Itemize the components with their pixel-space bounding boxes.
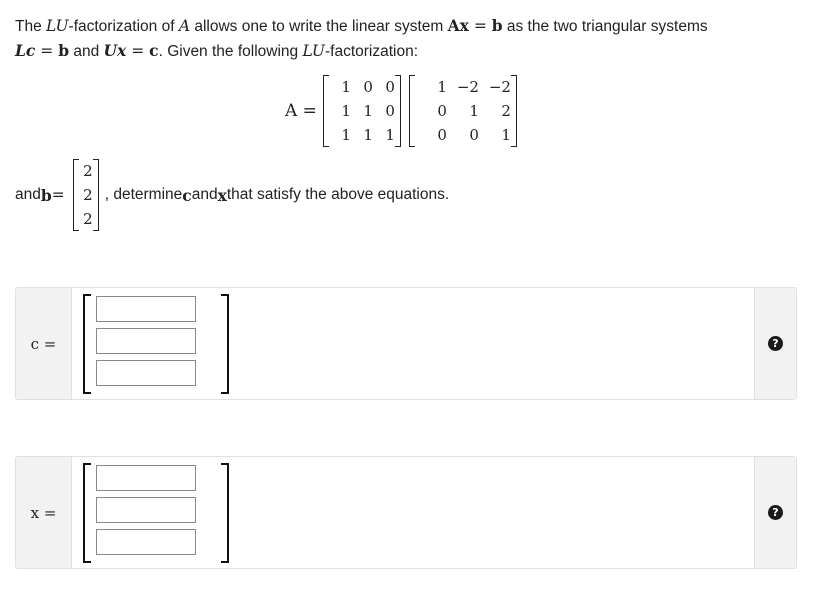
problem-statement [15, 14, 805, 64]
u-cell: 1 [437, 78, 447, 96]
c-input-2[interactable] [96, 328, 196, 354]
answer-panel-c [15, 287, 797, 400]
math-c: c [182, 185, 192, 205]
question-circle-icon[interactable]: ? [768, 505, 783, 520]
intro-line-1 [15, 14, 805, 39]
x-label: x = [16, 457, 72, 568]
x-input-1[interactable] [96, 465, 196, 491]
b-cell: 2 [83, 186, 93, 204]
answer-panel-x [15, 456, 797, 569]
l-cell: 1 [363, 126, 373, 144]
l-cell: 1 [341, 78, 351, 96]
u-cell: 0 [469, 126, 479, 144]
b-vector [73, 159, 99, 231]
math-eq: = [126, 42, 150, 60]
u-cell: 0 [437, 126, 447, 144]
math-ux: Ux [103, 41, 127, 60]
math-eq: = [468, 17, 492, 35]
text: and [69, 43, 104, 60]
math-lu: LU [302, 42, 325, 60]
intro-line-2 [15, 39, 805, 64]
right-bracket [221, 294, 229, 394]
l-cell: 0 [363, 78, 373, 96]
text: The [15, 18, 47, 35]
u-matrix [409, 75, 517, 147]
text: and [191, 186, 218, 203]
text: and [15, 186, 41, 203]
b-vector-statement [15, 158, 449, 232]
text: . Given the following [158, 43, 303, 60]
x-input-3[interactable] [96, 529, 196, 555]
math-lc: Lc [15, 41, 36, 60]
math-b: b [491, 16, 503, 35]
text: as the two triangular systems [502, 18, 708, 35]
help-button[interactable] [754, 457, 796, 568]
l-cell: 1 [363, 102, 373, 120]
text: that satisfy the above equations. [226, 186, 450, 203]
u-cell: −2 [488, 78, 511, 96]
math-lu: LU [46, 17, 69, 35]
right-bracket [221, 463, 229, 563]
l-cell: 0 [385, 78, 395, 96]
lu-factorization [285, 74, 519, 148]
math-x: x [217, 185, 227, 205]
math-b: b [40, 185, 52, 205]
b-cell: 2 [83, 210, 93, 228]
c-input-1[interactable] [96, 296, 196, 322]
l-matrix [323, 75, 401, 147]
u-cell: 2 [501, 102, 511, 120]
u-cell: 1 [469, 102, 479, 120]
text: allows one to write the linear system [190, 18, 448, 35]
text: -factorization of [68, 18, 179, 35]
a-equals-label: A = [285, 101, 317, 121]
l-cell: 1 [385, 126, 395, 144]
c-input-3[interactable] [96, 360, 196, 386]
l-cell: 0 [385, 102, 395, 120]
left-bracket [83, 294, 91, 394]
math-ax: Ax [447, 16, 469, 35]
left-bracket [83, 463, 91, 563]
c-input-matrix [83, 294, 229, 394]
math-eq: = [35, 42, 59, 60]
x-input-matrix [83, 463, 229, 563]
math-b: b [58, 41, 70, 60]
l-cell: 1 [341, 126, 351, 144]
text: , determine [104, 186, 183, 203]
text: -factorization: [324, 43, 419, 60]
help-button[interactable] [754, 288, 796, 399]
b-cell: 2 [83, 162, 93, 180]
x-input-2[interactable] [96, 497, 196, 523]
math-a: A [178, 17, 191, 35]
math-c: c [149, 41, 159, 60]
math-eq: = [51, 186, 65, 204]
l-cell: 1 [341, 102, 351, 120]
u-cell: 1 [501, 126, 511, 144]
c-label: c = [16, 288, 72, 399]
u-cell: −2 [456, 78, 479, 96]
question-circle-icon[interactable]: ? [768, 336, 783, 351]
u-cell: 0 [437, 102, 447, 120]
